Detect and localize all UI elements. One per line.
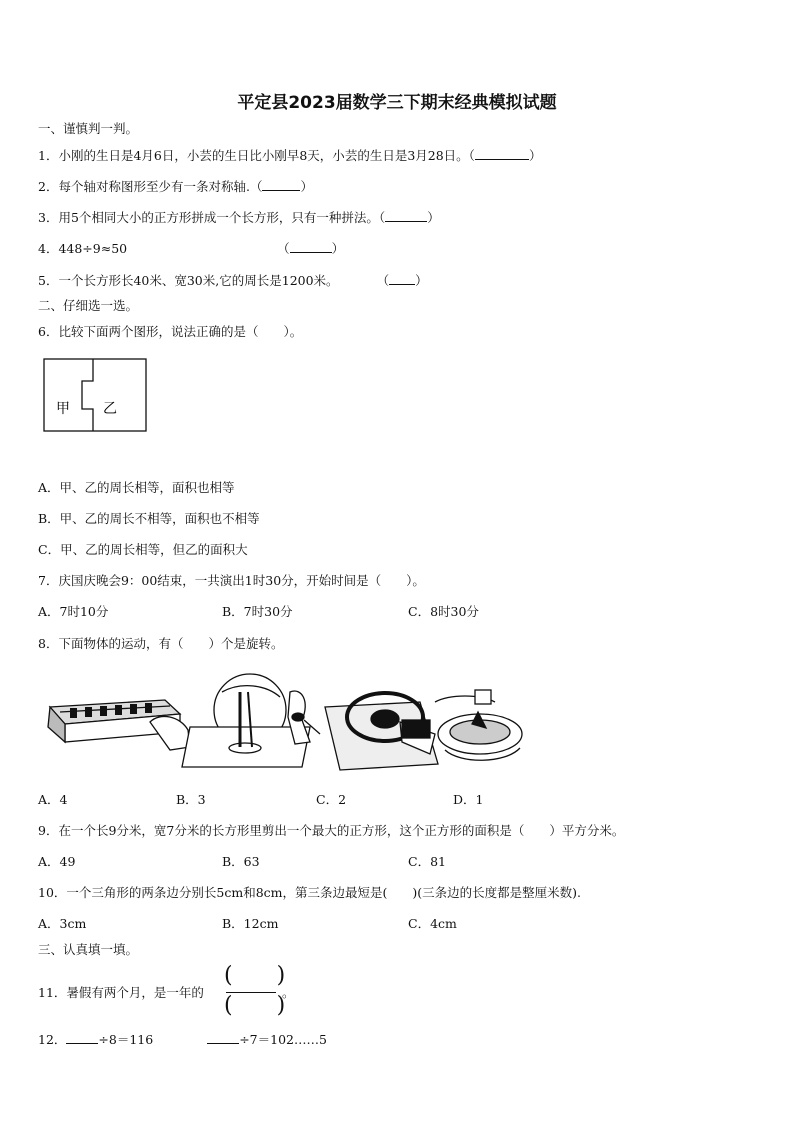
q8-option-c[interactable]: C．2 bbox=[316, 792, 347, 807]
question-1: 1．小刚的生日是4月6日，小芸的生日比小刚早8天，小芸的生日是3月28日。（ ） bbox=[38, 148, 542, 163]
q9-option-c[interactable]: C．81 bbox=[408, 854, 446, 869]
section-2-heading: 二、仔细选一选。 bbox=[38, 298, 139, 313]
question-10-text: 10．一个三角形的两条边分别长5cm和8cm，第三条边最短是( )(三条边的长度都是整厘米数). bbox=[38, 885, 582, 900]
q6-option-c[interactable]: C．甲、乙的周长相等，但乙的面积大 bbox=[38, 542, 248, 557]
question-12 bbox=[38, 1031, 327, 1048]
q6-divider-line bbox=[82, 359, 93, 431]
answer-blank-1[interactable] bbox=[475, 147, 529, 160]
q6-label-jia: 甲 bbox=[56, 401, 70, 417]
q6-figure bbox=[40, 356, 150, 434]
q6-label-yi: 乙 bbox=[103, 401, 117, 417]
q8-illustrations bbox=[40, 672, 530, 772]
question-2: 2．每个轴对称图形至少有一条对称轴.（ ） bbox=[38, 179, 313, 194]
q12-blank-1[interactable] bbox=[66, 1031, 98, 1044]
question-2-text: 2．每个轴对称图形至少有一条对称轴. bbox=[38, 179, 250, 194]
q11-fraction-answer[interactable] bbox=[224, 963, 286, 1022]
page-title: 平定县2023届数学三下期末经典模拟试题 bbox=[237, 93, 557, 113]
answer-blank-5[interactable] bbox=[389, 272, 415, 285]
q12-expression-1: ÷8＝116 bbox=[98, 1032, 154, 1047]
question-1-text: 1．小刚的生日是4月6日，小芸的生日比小刚早8天，小芸的生日是3月28日。 bbox=[38, 148, 469, 163]
q8-option-b[interactable]: B．3 bbox=[176, 792, 206, 807]
question-3: 3．用5个相同大小的正方形拼成一个长方形，只有一种拼法。（ ） bbox=[38, 210, 440, 225]
q7-option-a[interactable]: A．7时10分 bbox=[38, 604, 109, 619]
q10-option-a[interactable]: A．3cm bbox=[38, 916, 87, 931]
answer-blank-3[interactable] bbox=[385, 209, 427, 222]
question-4: 4．448÷9≈50 （ ） bbox=[38, 241, 345, 256]
q10-option-c[interactable]: C．4cm bbox=[408, 916, 457, 931]
fraction-numerator[interactable]: ( ) bbox=[224, 963, 286, 988]
q9-option-b[interactable]: B．63 bbox=[222, 854, 260, 869]
question-7-text: 7．庆国庆晚会9：00结束，一共演出1时30分，开始时间是（ ）。 bbox=[38, 573, 425, 588]
q12-blank-2[interactable] bbox=[207, 1031, 239, 1044]
q6-option-b[interactable]: B．甲、乙的周长不相等，面积也不相等 bbox=[38, 511, 260, 526]
scissors-illustration bbox=[288, 691, 320, 744]
question-3-text: 3．用5个相同大小的正方形拼成一个长方形，只有一种拼法。 bbox=[38, 210, 379, 225]
question-5-text: 5．一个长方形长40米、宽30米,它的周长是1200米。 bbox=[38, 273, 339, 288]
q7-option-b[interactable]: B．7时30分 bbox=[222, 604, 293, 619]
q8-option-a[interactable]: A．4 bbox=[38, 792, 68, 807]
section-3-heading: 三、认真填一填。 bbox=[38, 942, 139, 957]
q6-outer-rectangle bbox=[44, 359, 146, 431]
question-11-suffix: 。 bbox=[282, 985, 295, 1000]
question-5: 5．一个长方形长40米、宽30米,它的周长是1200米。 （ ） bbox=[38, 273, 428, 288]
q9-option-a[interactable]: A．49 bbox=[38, 854, 76, 869]
section-1-heading: 一、谨慎判一判。 bbox=[38, 121, 139, 136]
question-9-text: 9．在一个长9分米，宽7分米的长方形里剪出一个最大的正方形，这个正方形的面积是（ ）平方分米。 bbox=[38, 823, 625, 838]
fraction-denominator[interactable]: ( ) bbox=[224, 993, 286, 1018]
answer-blank-4[interactable] bbox=[290, 240, 332, 253]
faucet-illustration bbox=[435, 690, 522, 760]
question-11-text: 11．暑假有两个月，是一年的 bbox=[38, 985, 204, 1000]
q12-expression-2: ÷7＝102……5 bbox=[239, 1032, 327, 1047]
question-8-text: 8．下面物体的运动，有（ ）个是旋转。 bbox=[38, 636, 284, 651]
q7-option-c[interactable]: C．8时30分 bbox=[408, 604, 479, 619]
answer-blank-2[interactable] bbox=[262, 178, 300, 191]
q8-option-d[interactable]: D．1 bbox=[453, 792, 484, 807]
q10-option-b[interactable]: B．12cm bbox=[222, 916, 279, 931]
q6-option-a[interactable]: A．甲、乙的周长相等，面积也相等 bbox=[38, 480, 235, 495]
abacus-illustration bbox=[48, 700, 190, 750]
question-4-text: 4．448÷9≈50 bbox=[38, 241, 128, 256]
question-6-text: 6．比较下面两个图形，说法正确的是（ ）。 bbox=[38, 324, 303, 339]
steering-wheel-illustration bbox=[325, 693, 438, 770]
question-12-label: 12． bbox=[38, 1032, 67, 1047]
